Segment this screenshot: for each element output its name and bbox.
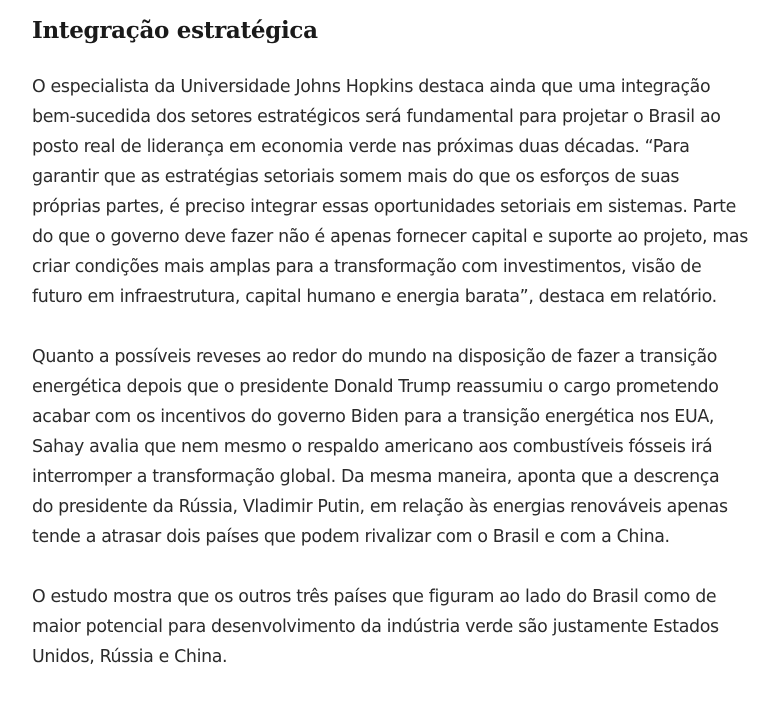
paragraph-1 [32,72,748,312]
paragraph-line: posto real de liderança em economia verde nas próximas duas décadas. “Para [32,137,690,157]
paragraph-line: futuro em infraestrutura, capital humano e energia barata”, destaca em relatório. [32,287,717,307]
paragraph-line: maior potencial para desenvolvimento da indústria verde são justamente Estados [32,617,719,637]
paragraph-line: bem-sucedida dos setores estratégicos será fundamental para projetar o Brasil ao [32,107,721,127]
paragraph-2 [32,342,732,552]
article-body [32,14,748,702]
paragraph-line: criar condições mais amplas para a transformação com investimentos, visão de [32,257,702,277]
paragraph-line: Unidos, Rússia e China. [32,647,228,667]
paragraph-line: O estudo mostra que os outros três países que figuram ao lado do Brasil como de [32,587,717,607]
paragraph-line: garantir que as estratégias setoriais somem mais do que os esforços de suas [32,167,680,187]
paragraph-line: interromper a transformação global. Da mesma maneira, aponta que a descrença [32,467,720,487]
paragraph-line: acabar com os incentivos do governo Biden para a transição energética nos EUA, [32,407,715,427]
paragraph-3 [32,582,732,672]
paragraph-line: tende a atrasar dois países que podem rivalizar com o Brasil e com a China. [32,527,670,547]
section-heading: Integração estratégica [32,17,318,44]
paragraph-line: do presidente da Rússia, Vladimir Putin, em relação às energias renováveis apenas [32,497,728,517]
paragraph-line: Sahay avalia que nem mesmo o respaldo americano aos combustíveis fósseis irá [32,437,713,457]
paragraph-line: próprias partes, é preciso integrar essas oportunidades setoriais em sistemas. Parte [32,197,736,217]
paragraph-line: do que o governo deve fazer não é apenas fornecer capital e suporte ao projeto, mas [32,227,748,247]
paragraph-line: Quanto a possíveis reveses ao redor do mundo na disposição de fazer a transição [32,347,718,367]
paragraph-line: energética depois que o presidente Donald Trump reassumiu o cargo prometendo [32,377,719,397]
paragraph-line: O especialista da Universidade Johns Hopkins destaca ainda que uma integração [32,77,711,97]
